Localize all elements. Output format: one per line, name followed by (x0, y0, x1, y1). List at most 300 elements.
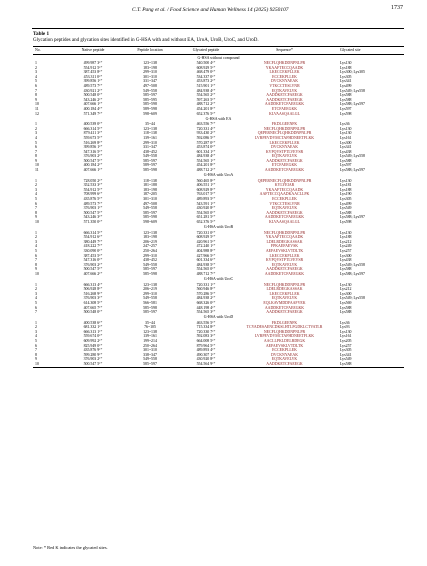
cell-native-peptide: 330.090 0²⁺ (83, 248, 103, 253)
cell-native-peptide: 376.903 3²⁺ (83, 296, 103, 301)
cell-native-peptide: 516.269 8²⁺ (83, 140, 103, 145)
cell-no: 10 (35, 163, 39, 168)
cell-glycated-site: Lys597 (340, 106, 352, 111)
cell-sequence: NECFLQHKDDNPNLPR (263, 126, 306, 131)
cell-peptide-location: 549~558 (143, 296, 157, 301)
cell-sequence: EQLKAVMDDFAAFVEK (263, 300, 306, 305)
col-header-glycated-peptide: Glycated peptide (177, 47, 235, 55)
cell-native-peptide: 500.547 5²⁺ (63, 362, 123, 367)
cell-native-peptide: 599.280 9²⁺ (83, 352, 103, 357)
cell-glycated-peptide: 448.198 4³⁺ (196, 305, 216, 310)
cell-native-peptide: 614.308 5²⁺ (83, 300, 103, 305)
cell-glycated-peptide: 668.326 0²⁺ (196, 300, 216, 305)
section-heading: G-HSA with UroA (203, 173, 234, 178)
cell-native-peptide: 453.311 0³⁺ (83, 74, 103, 79)
cell-glycated-peptide: 652.376 5³⁺ (196, 111, 216, 116)
cell-native-peptide: 559.673 5²⁺ (83, 135, 103, 140)
cell-glycated-peptide: 489.893 5²⁺ (196, 197, 216, 202)
glycation-table (33, 46, 404, 368)
cell-peptide-location: 206~219 (143, 287, 157, 292)
cell-peptide-location: 299~310 (143, 140, 157, 145)
cell-glycated-peptide: 484.938 5²⁺ (196, 262, 216, 267)
cell-glycated-peptide: 490.307 1³⁺ (196, 352, 216, 357)
cell-glycated-site: Lys588 (340, 158, 352, 163)
cell-peptide-location: 299~310 (143, 253, 157, 258)
cell-peptide-location: 585~597 (123, 362, 177, 367)
cell-native-peptide: 666.314 5²⁺ (83, 126, 103, 131)
cell-glycated-site: Lys438 (340, 258, 352, 263)
cell-native-peptide: 399.856 1³⁺ (83, 79, 103, 84)
cell-native-peptide: 500.547 5²⁺ (83, 158, 103, 163)
col-header-no: No. (33, 47, 63, 55)
cell-glycated-site: Lys549; Lys558 (340, 88, 365, 93)
cell-no: 7 (35, 310, 37, 315)
cell-glycated-site: Lys588; Lys597 (340, 102, 365, 107)
cell-sequence: YKAAFTECCQAADK (265, 65, 304, 70)
cell-sequence: AEFAEVSKLVTDLTK (265, 343, 304, 348)
cell-glycated-peptide: 540.500 4³⁺ (196, 61, 216, 65)
cell-native-peptide: 418.222 7²⁺ (83, 244, 103, 249)
cell-sequence: KVPQVSTPTLVEVSR (265, 149, 304, 154)
cell-no: 5 (35, 339, 37, 344)
cell-glycated-peptide: 592.083 3³⁺ (196, 334, 216, 339)
cell-glycated-site: Lys588 (340, 93, 352, 98)
cell-sequence: YKAAFTECCQAADK (265, 187, 304, 192)
cell-peptide-location: 118~138 (143, 178, 157, 183)
cell-no: 2 (35, 287, 37, 292)
cell-glycated-site: Lys161 (340, 135, 352, 140)
cell-glycated-peptide: 488.712 2²⁺ (196, 168, 216, 173)
cell-peptide-location: 118~138 (143, 131, 157, 136)
cell-glycated-site: Lys499 (340, 83, 352, 88)
cell-glycated-peptide: 560.946 8²⁺ (196, 287, 216, 292)
cell-no: 10 (35, 220, 39, 224)
cell-native-peptide: 376.903 2²⁺ (83, 262, 103, 267)
cell-glycated-peptide: 570.287 0²⁺ (196, 140, 216, 145)
cell-sequence: AACLLPKLDELRDEGK (263, 339, 306, 344)
cell-no: 2 (35, 65, 37, 70)
cell-peptide-location: 123~138 (143, 329, 157, 334)
cell-glycated-peptide: 554.565 0²⁺ (196, 210, 216, 215)
cell-native-peptide: 500.547 5²⁺ (83, 267, 103, 272)
cell-glycated-site: Lys305 (340, 74, 352, 79)
cell-native-peptide: 430.921 2²⁺ (83, 88, 103, 93)
cell-no: 1 (35, 282, 37, 287)
cell-glycated-site: Lys588; Lys597 (340, 215, 365, 220)
cell-glycated-site: Lys36 (340, 320, 350, 325)
cell-glycated-site: Lys549 (340, 206, 352, 211)
cell-native-peptide: 571.350 0³⁺ (83, 220, 103, 224)
cell-native-peptide: 352.533 3²⁺ (83, 183, 103, 188)
cell-glycated-peptide: 488.712 7²⁺ (196, 271, 216, 276)
cell-no: 4 (35, 74, 37, 79)
col-header-peptide-location: Peptide location (123, 47, 177, 55)
cell-sequence: KLVAASQAALGL (269, 220, 300, 224)
cell-glycated-site: Lys181 (340, 183, 352, 188)
cell-peptide-location: 123~138 (143, 61, 157, 65)
cell-glycated-site: Lys305 (340, 348, 352, 353)
cell-peptide-location: 549~558 (143, 357, 157, 362)
cell-glycated-site: Lys588 (340, 310, 352, 315)
cell-no: 9 (35, 158, 37, 163)
cell-no: 9 (35, 215, 37, 220)
cell-native-peptide: 489.573 7²⁺ (83, 83, 103, 88)
cell-glycated-peptide: 608.929 5³⁺ (196, 65, 216, 70)
cell-native-peptide: 543.246 3²⁺ (83, 215, 103, 220)
cell-no: 6 (35, 201, 37, 206)
cell-peptide-location: 438~452 (143, 149, 157, 154)
cell-glycated-site: Lys300 (340, 140, 352, 145)
cell-no: 10 (35, 102, 39, 107)
cell-glycated-peptide: 430.920 8²⁺ (196, 206, 216, 211)
cell-glycated-site: Lys300 (340, 253, 352, 258)
cell-glycated-peptide: 488.712 2²⁺ (196, 102, 216, 107)
cell-peptide-location: 250~264 (143, 343, 157, 348)
cell-glycated-site: Lys499 (340, 201, 352, 206)
cell-sequence: AADDKETCFAEEGKK (264, 215, 305, 220)
cell-native-peptide: 407.666 1²⁺ (83, 102, 103, 107)
cell-glycated-site: Lys588 (340, 305, 352, 310)
cell-native-peptide: 399.856 1³⁺ (83, 145, 103, 150)
cell-glycated-peptide: 715.334 8³⁺ (196, 325, 216, 330)
cell-no: 3 (35, 187, 37, 192)
cell-glycated-peptide: 515.901 1²⁺ (196, 83, 216, 88)
cell-native-peptide: 666.313 1²⁺ (83, 329, 103, 334)
cell-native-peptide: 407.666 2²⁺ (83, 271, 103, 276)
cell-glycated-site: Lys341 (340, 352, 352, 357)
cell-peptide-location: 585~598 (143, 168, 157, 173)
cell-sequence: DVCKNYAEAK (270, 145, 299, 150)
cell-sequence: KYLYEIAR (274, 183, 295, 188)
cell-glycated-peptide: 404.988 8²⁺ (196, 248, 216, 253)
cell-glycated-peptide: 651.281 5²⁺ (196, 215, 216, 220)
cell-glycated-site: Lys549 (340, 357, 352, 362)
cell-glycated-site: Lys130 (340, 282, 352, 287)
cell-sequence: NECFLQHKDDNPNLPR (263, 329, 306, 334)
cell-glycated-peptide: 601.334 6²⁺ (196, 258, 216, 263)
cell-glycated-peptide: 453.873 2³⁺ (196, 79, 216, 84)
cell-glycated-peptide: 454.201 8²⁺ (196, 163, 216, 168)
cell-native-peptide: 666.314 5²⁺ (83, 230, 103, 235)
cell-glycated-peptide: 463.556 7²⁺ (196, 122, 216, 127)
cell-glycated-peptide: 601.334 1²⁺ (196, 149, 216, 154)
cell-sequence: EQTKAVELVK (271, 88, 298, 93)
cell-peptide-location: 549~558 (143, 154, 157, 159)
cell-native-peptide: 489.573 7²⁺ (83, 201, 103, 206)
cell-glycated-site: Lys257 (340, 248, 352, 253)
cell-glycated-peptide: 543.591 1²⁺ (196, 201, 216, 206)
cell-sequence: YKAAFTECCQAADK (265, 235, 304, 240)
cell-native-peptide: 407.665 7²⁺ (83, 305, 103, 310)
cell-peptide-location: 299~310 (143, 70, 157, 75)
table-body (33, 55, 404, 368)
cell-no: 4 (35, 244, 37, 249)
cell-glycated-site: Lys130 (340, 178, 352, 183)
cell-peptide-location: 181~188 (143, 183, 157, 188)
cell-glycated-site: Lys188 (340, 65, 352, 70)
cell-glycated-peptide: 720.331 4²⁺ (196, 126, 216, 131)
cell-no: 10 (35, 271, 39, 276)
table-note: Note: * Red K indicates the glycated sites. (33, 545, 108, 550)
cell-glycated-peptide: 554.565 0²⁺ (196, 267, 216, 272)
cell-no: 7 (35, 258, 37, 263)
cell-glycated-site: Lys549; Lys558 (340, 262, 365, 267)
cell-glycated-site: Lys257 (340, 343, 352, 348)
cell-native-peptide: 407.666 1²⁺ (83, 168, 103, 173)
cell-no: 4 (35, 192, 37, 197)
cell-no: 4 (35, 296, 37, 301)
cell-peptide-location: 123~138 (143, 282, 157, 287)
cell-sequence: AADDKETCFAEEGKK (264, 271, 305, 276)
cell-native-peptide: 435.876 9²⁺ (83, 348, 103, 353)
cell-peptide-location: 301~310 (143, 74, 157, 79)
cell-native-peptide: 499.987 3³⁺ (83, 61, 103, 65)
cell-sequence: AADDKETCFAEEGKK (264, 102, 305, 107)
cell-peptide-location: 35~44 (145, 122, 155, 127)
cell-peptide-location: 199~214 (143, 339, 157, 344)
cell-native-peptide: 554.912 5³⁺ (83, 65, 103, 70)
section-heading: G-HSA with UroC (203, 277, 234, 282)
cell-native-peptide: 879.411 3²⁺ (83, 131, 103, 136)
cell-peptide-location: 139~161 (143, 135, 157, 140)
cell-glycated-site: Lys588 (340, 97, 352, 102)
col-header-sequence: Sequence* (235, 47, 334, 55)
cell-sequence: AADDKETCFAEEGK (266, 158, 303, 163)
cell-glycated-peptide: 453.874 0³⁺ (196, 145, 216, 150)
cell-sequence: KVPQVSTPTLVEVSR (265, 258, 304, 263)
cell-glycated-peptide: 933.430 2²⁺ (196, 131, 216, 136)
cell-no: 5 (35, 248, 37, 253)
cell-native-peptide: 380.449 7²⁺ (83, 239, 103, 244)
cell-no: 6 (35, 343, 37, 348)
cell-glycated-site: Lys249 (340, 244, 352, 249)
cell-no: 5 (35, 79, 37, 84)
cell-sequence: LVRPEVDVMCTAFHDNEETFLKK (254, 334, 315, 339)
cell-glycated-peptide: 597.263 5²⁺ (196, 97, 216, 102)
cell-sequence: LKECCEKPLLEK (269, 70, 300, 75)
cell-no: 1 (35, 320, 37, 325)
cell-glycated-peptide: 879.964 5²⁺ (196, 343, 216, 348)
cell-peptide-location: 139~161 (143, 334, 157, 339)
cell-peptide-location: 331~347 (143, 79, 157, 84)
cell-no: 11 (35, 106, 39, 111)
cell-no: 12 (35, 111, 39, 116)
cell-peptide-location: 497~508 (143, 83, 157, 88)
cell-sequence: NECFLQHKDDNPNLPR (263, 230, 306, 235)
cell-peptide-location: 183~198 (143, 187, 157, 192)
cell-sequence: AADDKETCFAEEGK (235, 362, 334, 367)
cell-glycated-site: Lys190 (340, 192, 352, 197)
cell-native-peptide: 400.184 2²⁺ (83, 163, 103, 168)
cell-native-peptide: 400.539 0²⁺ (83, 122, 103, 127)
cell-glycated-site: Lys598 (340, 220, 352, 224)
cell-peptide-location: 585~595 (143, 97, 157, 102)
cell-sequence: NECFLQHKDDNPNLPR (263, 61, 306, 65)
cell-sequence: VTKCCTESLVNR (269, 201, 300, 206)
cell-no: 5 (35, 300, 37, 305)
table-row (33, 362, 404, 367)
cell-sequence: AADDKETCFAEEGK (266, 210, 303, 215)
cell-glycated-peptide: 608.929 5²⁺ (196, 235, 216, 240)
cell-glycated-site: Lys130 (340, 61, 352, 65)
cell-no: 6 (35, 83, 37, 88)
cell-sequence: LDELRDEGKASSAK (266, 239, 303, 244)
cell-glycated-peptide: 592.086 5²⁺ (196, 135, 216, 140)
cell-sequence: TCVADESAENCDKSLHTLFGDKLCTVATLR (246, 325, 323, 330)
cell-glycated-site: Lys598 (340, 111, 352, 116)
cell-peptide-location: 187~205 (143, 192, 157, 197)
cell-no: 2 (35, 126, 37, 131)
cell-no: 9 (35, 267, 37, 272)
cell-sequence: AADDKETCFAEEGKK (264, 305, 305, 310)
cell-glycated-peptide: 468.479 0³⁺ (196, 70, 216, 75)
cell-glycated-site: Lys588; Lys597 (340, 271, 365, 276)
cell-no: 9 (35, 97, 37, 102)
cell-glycated-peptide: 463.556 5²⁺ (196, 320, 216, 325)
cell-peptide-location: 338~347 (143, 352, 157, 357)
section-heading: G-HSA with UroB (203, 225, 234, 230)
cell-native-peptide: 708.999 6²⁺ (83, 192, 103, 197)
cell-no: 5 (35, 197, 37, 202)
cell-peptide-location: 247~257 (143, 244, 157, 249)
cell-native-peptide: 400.538 6²⁺ (83, 320, 103, 325)
cell-no: 2 (35, 235, 37, 240)
cell-peptide-location: 585~598 (143, 215, 157, 220)
cell-peptide-location: 301~310 (143, 197, 157, 202)
cell-glycated-site: Lys438 (340, 149, 352, 154)
cell-peptide-location: 549~558 (143, 88, 157, 93)
cell-glycated-peptide: 484.938 4²⁺ (196, 154, 216, 159)
cell-sequence: AADDKETCFAEEGKK (264, 168, 305, 173)
cell-no: 3 (35, 329, 37, 334)
cell-glycated-site: Lys597 (340, 163, 352, 168)
cell-sequence: LKECCEKPLLEK (269, 140, 300, 145)
cell-glycated-site: Lys300; Lys305 (340, 70, 365, 75)
cell-native-peptide: 609.992 2³⁺ (83, 339, 103, 344)
cell-sequence: FKDLGEENFK (271, 320, 298, 325)
cell-no: 6 (35, 253, 37, 258)
cell-no: 1 (35, 61, 37, 65)
cell-glycated-peptide: 720.330 7²⁺ (196, 329, 216, 334)
cell-glycated-peptide: 472.240 1²⁺ (196, 244, 216, 249)
cell-glycated-peptide: 554.565 3²⁺ (196, 310, 216, 315)
cell-no: 4 (35, 334, 37, 339)
cell-no: 3 (35, 239, 37, 244)
table-header-row (33, 47, 404, 55)
cell-glycated-peptide: 406.551 1²⁺ (196, 183, 216, 188)
cell-glycated-peptide: 484.938 2²⁺ (196, 296, 216, 301)
cell-native-peptide: 387.453 8³⁺ (83, 70, 103, 75)
cell-glycated-peptide: 427.966 5³⁺ (196, 253, 216, 258)
cell-sequence: EQTKAVELVK (271, 357, 298, 362)
cell-peptide-location: 183~198 (143, 65, 157, 70)
cell-no: 1 (35, 122, 37, 127)
cell-native-peptide: 400.184 4²⁺ (83, 106, 103, 111)
section-heading: G-HSA with UroD (203, 315, 234, 320)
cell-glycated-peptide: 560.465 8³⁺ (196, 178, 216, 183)
cell-no: 3 (35, 70, 37, 75)
cell-native-peptide: 559.674 0³⁺ (83, 334, 103, 339)
cell-glycated-peptide: 554.564 9²⁺ (177, 362, 235, 367)
cell-glycated-site: Lys549; Lys558 (340, 154, 365, 159)
cell-no: 6 (35, 305, 37, 310)
cell-glycated-site: Lys205 (340, 339, 352, 344)
cell-glycated-site: Lys130 (340, 329, 352, 334)
cell-no: 8 (35, 352, 37, 357)
cell-native-peptide: 516.268 9²⁺ (83, 291, 103, 296)
cell-sequence: ECCEKPLLEK (272, 197, 297, 202)
cell-sequence: NECFLQHKDDNPNLPR (263, 282, 306, 287)
cell-sequence: AADDKETCFAEEGK (266, 310, 303, 315)
cell-glycated-peptide: 664.008 5³⁺ (196, 339, 216, 344)
cell-peptide-location: 250~264 (143, 248, 157, 253)
cell-no: 11 (35, 168, 39, 173)
cell-peptide-location: 589~598 (143, 106, 157, 111)
cell-sequence: VTKCCTESLVNR (269, 83, 300, 88)
section-heading: G-HSA with EA (205, 116, 232, 121)
cell-sequence: QEPERNECFLQHKDDNPNLPR (257, 178, 312, 183)
cell-sequence: LDELRDEGKASSAK (266, 287, 303, 292)
cell-native-peptide: 543.246 2²⁺ (83, 97, 103, 102)
cell-glycated-site: Lys300 (340, 291, 352, 296)
cell-peptide-location: 549~558 (143, 206, 157, 211)
cell-glycated-site: Lys130 (340, 126, 352, 131)
cell-sequence: ETCFAEEGKK (271, 106, 298, 111)
cell-peptide-location: 123~138 (143, 126, 157, 131)
cell-peptide-location: 598~609 (143, 111, 157, 116)
cell-native-peptide: 506.928 8³⁺ (83, 287, 103, 292)
cell-sequence: QEPERNECFLQHKDDNPNLPR (257, 131, 312, 136)
cell-no: 10 (33, 362, 63, 367)
cell-glycated-peptide: 763.017 5²⁺ (196, 192, 216, 197)
cell-glycated-site: Lys569 (340, 300, 352, 305)
cell-native-peptide: 666.313 4²⁺ (83, 282, 103, 287)
cell-glycated-site: Lys588; Lys597 (340, 168, 365, 173)
cell-glycated-site: Lys305 (340, 197, 352, 202)
cell-sequence: EQTKAVELVK (271, 206, 298, 211)
cell-peptide-location: 585~597 (143, 210, 157, 215)
cell-native-peptide: 387.453 5³⁺ (83, 253, 103, 258)
cell-peptide-location: 585~598 (143, 102, 157, 107)
cell-peptide-location: 585~598 (143, 305, 157, 310)
cell-glycated-site: Lys130 (340, 230, 352, 235)
running-header (0, 4, 427, 14)
cell-native-peptide: 554.912 6²⁺ (83, 235, 103, 240)
cell-native-peptide: 571.349 7³⁺ (83, 111, 103, 116)
cell-sequence: AADDKETCFAEEGK (266, 93, 303, 98)
cell-peptide-location: 206~219 (143, 239, 157, 244)
col-header-glycated-site: Glycated site (334, 47, 404, 55)
cell-native-peptide: 500.548 0²⁺ (83, 93, 103, 98)
cell-no: 4 (35, 135, 37, 140)
cell-no: 2 (35, 325, 37, 330)
cell-peptide-location: 566~581 (143, 300, 157, 305)
cell-no: 7 (35, 149, 37, 154)
cell-peptide-location: 585~597 (143, 93, 157, 98)
cell-no: 8 (35, 210, 37, 215)
cell-native-peptide: 681.332 1³⁺ (83, 325, 103, 330)
cell-glycated-peptide: 554.565 1²⁺ (196, 158, 216, 163)
cell-glycated-peptide: 720.331 1²⁺ (196, 282, 216, 287)
cell-peptide-location: 123~138 (143, 230, 157, 235)
cell-sequence: AAFTECCQAADKAACLLPK (259, 192, 310, 197)
cell-sequence: ETCFAEEGKK (271, 163, 298, 168)
cell-sequence: DVCKNYAEAK (270, 352, 299, 357)
cell-no: 1 (35, 230, 37, 235)
cell-glycated-peptide: 430.920 8²⁺ (196, 357, 216, 362)
cell-peptide-location: 331~347 (143, 145, 157, 150)
cell-glycated-peptide: 484.938 4²⁺ (196, 88, 216, 93)
